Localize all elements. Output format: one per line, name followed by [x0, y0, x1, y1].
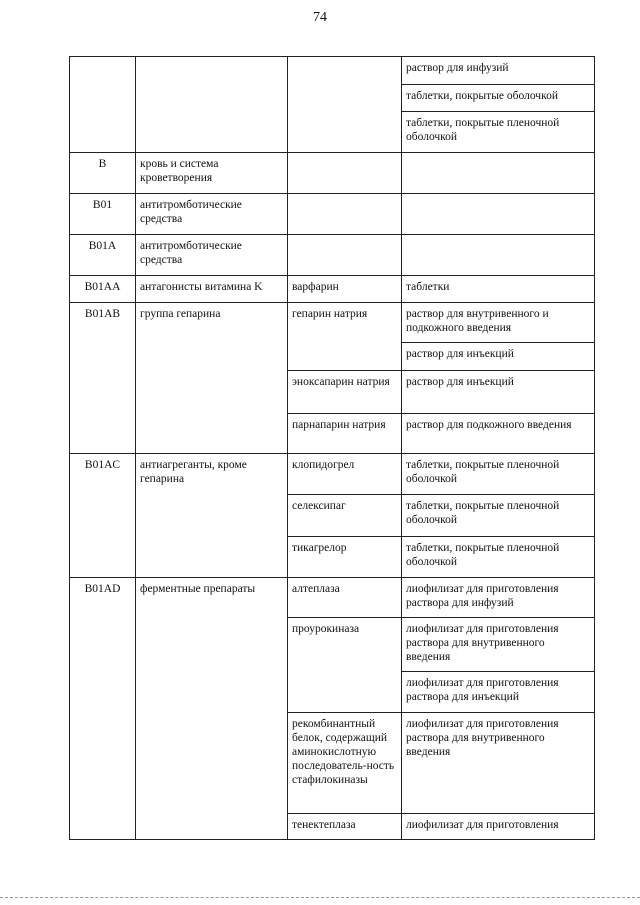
drug-cell: проурокиназа: [288, 618, 402, 713]
drug-table: [69, 56, 595, 840]
form-cell: таблетки, покрытые оболочкой: [402, 85, 595, 112]
form-cell: таблетки: [402, 276, 595, 303]
table-row: [70, 57, 595, 85]
drug-cell: [288, 194, 402, 235]
atc-code-cell: [70, 57, 136, 153]
drug-cell: клопидогрел: [288, 454, 402, 495]
atc-code-cell: B01A: [70, 235, 136, 276]
drug-cell: [288, 153, 402, 194]
form-cell: лиофилизат для приготовления раствора для инъекций: [402, 672, 595, 713]
atc-code-cell: B01AD: [70, 578, 136, 840]
group-cell: антитромботические средства: [136, 235, 288, 276]
page-number: 74: [313, 10, 327, 25]
group-cell: антагонисты витамина K: [136, 276, 288, 303]
form-cell: таблетки, покрытые пленочной оболочкой: [402, 454, 595, 495]
drug-cell: тенектеплаза: [288, 814, 402, 840]
form-cell: лиофилизат для приготовления раствора для внутривенного введения: [402, 713, 595, 814]
form-cell: лиофилизат для приготовления: [402, 814, 595, 840]
group-cell: антитромботические средства: [136, 194, 288, 235]
form-cell: лиофилизат для приготовления раствора для внутривенного введения: [402, 618, 595, 672]
atc-code-cell: B01AC: [70, 454, 136, 578]
form-cell: раствор для внутривенного и подкожного введения: [402, 303, 595, 343]
atc-code-cell: B01AB: [70, 303, 136, 454]
form-cell: таблетки, покрытые пленочной оболочкой: [402, 112, 595, 153]
page-bottom-edge: [0, 897, 640, 898]
form-cell: таблетки, покрытые пленочной оболочкой: [402, 495, 595, 537]
atc-code-cell: B01: [70, 194, 136, 235]
group-cell: группа гепарина: [136, 303, 288, 454]
form-cell: раствор для инъекций: [402, 343, 595, 371]
atc-code-cell: B: [70, 153, 136, 194]
table-row: [70, 276, 595, 303]
table-row: [70, 578, 595, 618]
table-row: [70, 303, 595, 343]
group-text: кровь и система кроветворения: [140, 158, 219, 184]
drug-cell: алтеплаза: [288, 578, 402, 618]
drug-cell: рекомбинантный белок, содержащий аминокислотную последователь-ность стафилокиназы: [288, 713, 402, 814]
drug-cell: тикагрелор: [288, 537, 402, 578]
form-cell: лиофилизат для приготовления раствора для инфузий: [402, 578, 595, 618]
group-cell: антиагреганты, кроме гепарина: [136, 454, 288, 578]
form-cell: раствор для подкожного введения: [402, 414, 595, 454]
form-cell: [402, 235, 595, 276]
form-cell: таблетки, покрытые пленочной оболочкой: [402, 537, 595, 578]
group-cell: ферментные препараты: [136, 578, 288, 840]
form-cell: раствор для инъекций: [402, 371, 595, 414]
table-row: [70, 153, 595, 194]
drug-cell: селексипаг: [288, 495, 402, 537]
table-row: [70, 454, 595, 495]
table-row: [70, 235, 595, 276]
atc-code-cell: B01AA: [70, 276, 136, 303]
form-cell: [402, 194, 595, 235]
group-cell: [136, 153, 288, 194]
drug-cell: эноксапарин натрия: [288, 371, 402, 414]
drug-cell: [288, 57, 402, 153]
drug-cell: парнапарин натрия: [288, 414, 402, 454]
form-cell: раствор для инфузий: [402, 57, 595, 85]
drug-cell: гепарин натрия: [288, 303, 402, 371]
table-row: [70, 194, 595, 235]
form-cell: [402, 153, 595, 194]
group-cell: [136, 57, 288, 153]
drug-cell: варфарин: [288, 276, 402, 303]
drug-cell: [288, 235, 402, 276]
